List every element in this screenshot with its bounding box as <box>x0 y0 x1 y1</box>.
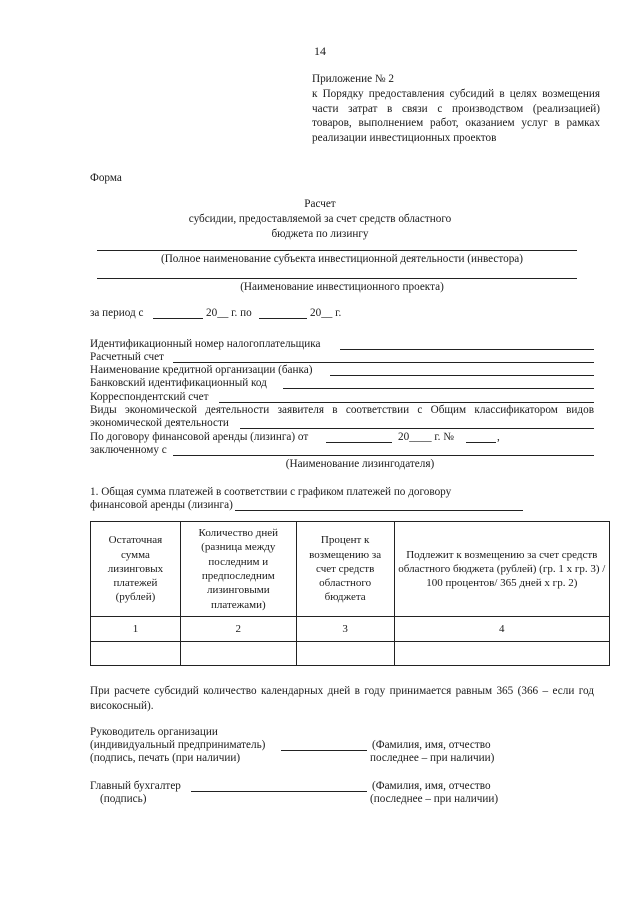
table-row <box>91 642 610 666</box>
account-label: Расчетный счет <box>90 351 164 363</box>
accountant-sign-caption: (подпись) <box>100 793 147 805</box>
header-cell: Количество дней (разница между последним и предпоследним лизинговыми платежами) <box>180 522 296 617</box>
head-name-label: (Фамилия, имя, отчество <box>372 739 491 751</box>
title-line-1: Расчет <box>304 198 336 210</box>
title-line-2: субсидии, предоставляемой за счет средств областного <box>188 212 452 225</box>
document-title <box>0 197 640 241</box>
section-1-line-1: 1. Общая сумма платежей в соответствии с графиком платежей по договору <box>90 486 452 498</box>
calculation-table <box>90 521 610 666</box>
accountant-name-label: (Фамилия, имя, отчество <box>372 780 491 792</box>
form-label: Форма <box>90 172 122 184</box>
contract-number-blank[interactable] <box>466 442 496 443</box>
appendix-block <box>312 72 600 146</box>
appendix-text: к Порядку предоставления субсидий в целях возмещения части затрат в связи с производством (реализацией) товаров, выполнением работ, оказанием услуг в рамках реализации инвестиционных проектов <box>312 87 600 145</box>
concluded-label: заключенному с <box>90 444 167 456</box>
page-number: 14 <box>314 44 326 58</box>
header-cell: Процент к возмещению за счет средств областного бюджета <box>296 522 394 617</box>
column-number: 2 <box>180 617 296 642</box>
table-number-row <box>91 617 610 642</box>
head-name-caption: последнее – при наличии) <box>370 752 495 764</box>
table-cell[interactable] <box>91 642 181 666</box>
total-payments-blank[interactable] <box>235 510 523 511</box>
okved-label-2: экономической деятельности <box>90 417 229 429</box>
inn-label: Идентификационный номер налогоплательщика <box>90 338 321 350</box>
accountant-signature-blank[interactable] <box>191 791 367 792</box>
section-1-line-2: финансовой аренды (лизинга) <box>90 499 233 511</box>
lessor-blank[interactable] <box>173 455 594 456</box>
project-caption: (Наименование инвестиционного проекта) <box>240 281 444 293</box>
period-prefix: за период с <box>90 307 144 319</box>
header-cell: Остаточная сумма лизинговых платежей (рублей) <box>91 522 181 617</box>
leap-year-note: При расчете субсидий количество календарных дней в году принимается равным 365 (366 – если год високосный). <box>90 685 594 712</box>
title-line-3: бюджета по лизингу <box>271 227 369 240</box>
lessor-caption: (Наименование лизингодателя) <box>285 458 435 470</box>
bank-name-label: Наименование кредитной организации (банка) <box>90 364 313 376</box>
table-cell[interactable] <box>394 642 609 666</box>
column-number: 4 <box>394 617 609 642</box>
contract-date-blank[interactable] <box>326 442 392 443</box>
contract-year: 20____ г. № <box>398 431 454 443</box>
column-number: 3 <box>296 617 394 642</box>
head-signature-blank[interactable] <box>281 750 367 751</box>
head-ip-label: (индивидуальный предприниматель) <box>90 739 266 751</box>
period-year-1: 20__ г. по <box>206 307 252 319</box>
column-number: 1 <box>91 617 181 642</box>
period-to-blank[interactable] <box>259 318 307 319</box>
contract-label: По договору финансовой аренды (лизинга) от <box>90 431 309 443</box>
corr-account-label: Корреспондентский счет <box>90 391 209 403</box>
investor-caption: (Полное наименование субъекта инвестиционной деятельности (инвестора) <box>160 253 523 265</box>
header-cell: Подлежит к возмещению за счет средств областного бюджета (рублей) (гр. 1 x гр. 3) / 100 процентов/ 365 дней x гр. 2) <box>394 522 609 617</box>
contract-comma: , <box>497 431 500 443</box>
period-from-blank[interactable] <box>153 318 203 319</box>
bik-blank[interactable] <box>283 388 594 389</box>
table-cell[interactable] <box>180 642 296 666</box>
inn-blank[interactable] <box>340 349 594 350</box>
bik-label: Банковский идентификационный код <box>90 377 267 389</box>
project-name-line[interactable] <box>97 278 577 279</box>
head-label: Руководитель организации <box>90 726 218 738</box>
head-sign-caption: (подпись, печать (при наличии) <box>90 752 241 764</box>
bank-name-blank[interactable] <box>330 375 594 376</box>
appendix-title: Приложение № 2 <box>312 73 394 85</box>
investor-name-line[interactable] <box>97 250 577 251</box>
table-cell[interactable] <box>296 642 394 666</box>
okved-label-1: Виды экономической деятельности заявителя в соответствии с Общим классификатором видов <box>90 404 594 416</box>
period-year-2: 20__ г. <box>310 307 342 319</box>
table-header-row <box>91 522 610 617</box>
okved-blank[interactable] <box>240 428 594 429</box>
accountant-name-caption: (последнее – при наличии) <box>370 793 499 805</box>
accountant-label: Главный бухгалтер <box>90 780 181 792</box>
